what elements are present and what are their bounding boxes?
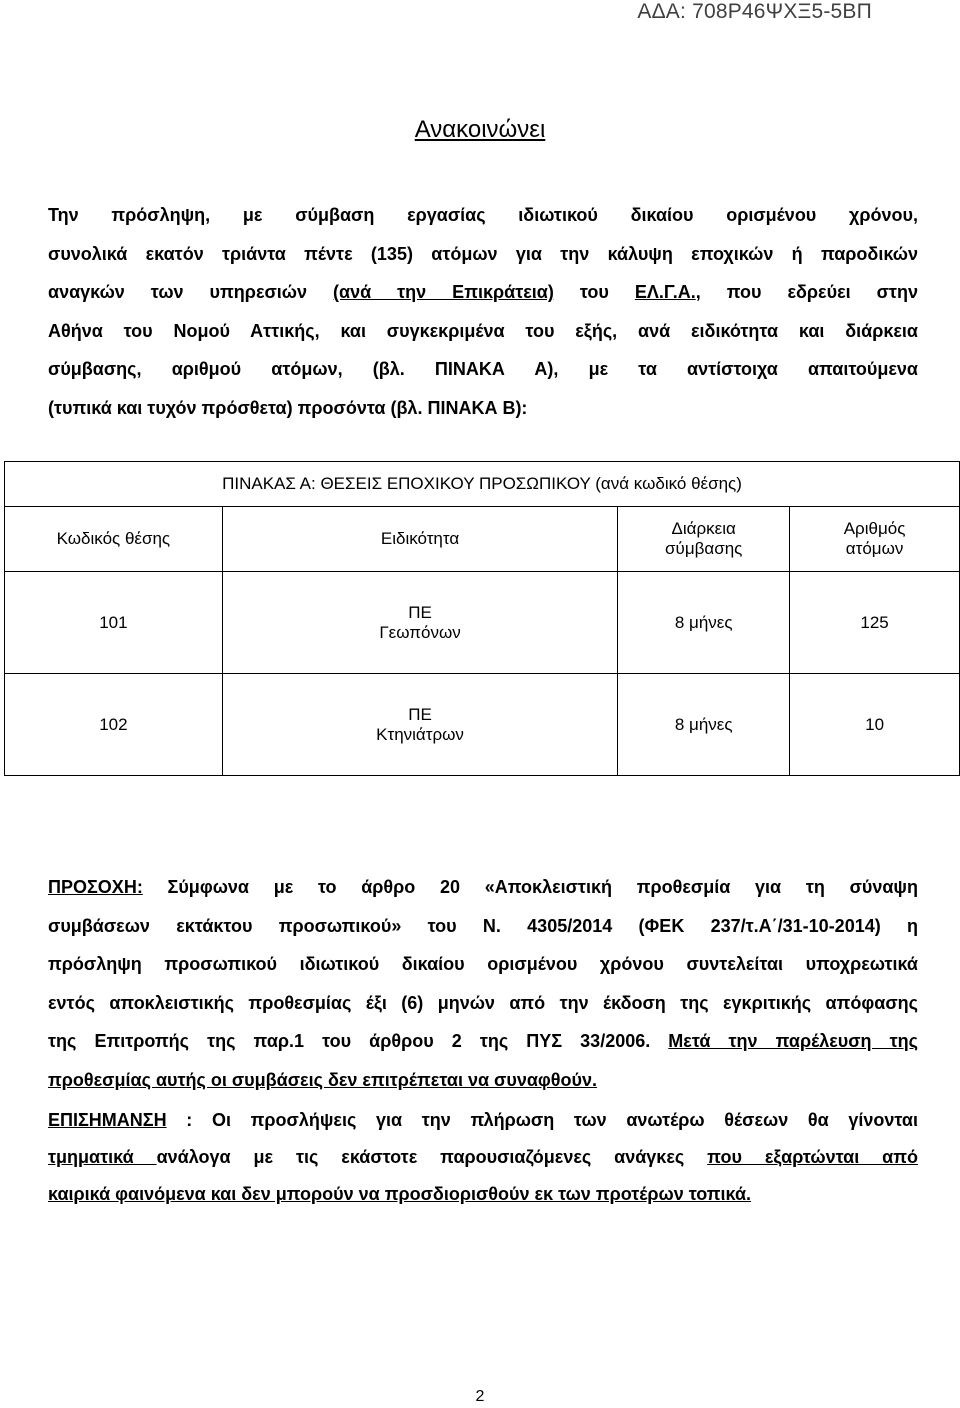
cell-count: 10 <box>790 674 960 776</box>
notice-line-6 <box>48 1061 918 1100</box>
intro-line-6: (τυπικά και τυχόν πρόσθετα) προσόντα (βλ. ΠΙΝΑΚΑ Β): <box>48 397 528 418</box>
table-row <box>5 572 960 674</box>
header-specialty: Ειδικότητα <box>222 507 618 572</box>
intro-line-4: Αθήνα του Νομού Αττικής, και συγκεκριμένα του εξής, ανά ειδικότητα και διάρκεια <box>48 320 918 341</box>
table-row <box>5 674 960 776</box>
table-title-row <box>5 462 960 507</box>
ada-code: ΑΔΑ: 708Ρ46ΨΧΞ5-5ΒΠ <box>637 0 872 23</box>
remark-line-1 <box>48 1102 918 1139</box>
intro-paragraph <box>48 196 918 427</box>
notice-paragraph <box>48 868 918 1099</box>
header-count-line-1: Αριθμός <box>843 519 906 538</box>
intro-text: του <box>553 282 635 302</box>
intro-line-3 <box>48 273 918 312</box>
notice-line-5 <box>48 1022 918 1061</box>
intro-line-1: Την πρόσληψη, με σύμβαση εργασίας ιδιωτικού δικαίου ορισμένου χρόνου, <box>48 205 918 225</box>
header-duration-line-1: Διάρκεια <box>671 519 736 538</box>
notice-line-1 <box>48 868 918 907</box>
notice-line-3: πρόσληψη προσωπικού ιδιωτικού δικαίου ορισμένου χρόνου συντελείται υποχρεωτικά <box>48 954 918 974</box>
cell-specialty <box>222 674 618 776</box>
intro-line-5: σύμβασης, αριθμού ατόμων, (βλ. ΠΙΝΑΚΑ Α), με τα αντίστοιχα απαιτούμενα <box>48 359 918 379</box>
intro-underlined-org: ΕΛ.Γ.Α. <box>634 282 696 302</box>
notice-label: ΠΡΟΣΟΧΗ: <box>48 877 143 897</box>
cell-specialty-line-2: Κτηνιάτρων <box>376 724 464 744</box>
remark-line-2 <box>48 1139 918 1176</box>
positions-table <box>4 461 960 776</box>
cell-specialty-line-1: ΠΕ <box>408 704 432 724</box>
notice-underlined: Μετά την παρέλευση της <box>668 1031 918 1051</box>
intro-text: αναγκών των υπηρεσιών <box>48 282 334 302</box>
header-duration <box>618 507 790 572</box>
remark-label: ΕΠΙΣΗΜΑΝΣΗ <box>48 1110 167 1130</box>
intro-underlined-scope: (ανά την Επικράτεια) <box>333 282 554 302</box>
page-heading: Ανακοινώνει <box>414 116 546 143</box>
cell-count: 125 <box>790 572 960 674</box>
header-duration-line-2: σύμβασης <box>665 539 743 558</box>
cell-specialty <box>222 572 618 674</box>
cell-duration: 8 μήνες <box>618 674 790 776</box>
notice-underlined: προθεσμίας αυτής οι συμβάσεις δεν επιτρέπεται να συναφθούν. <box>48 1069 597 1090</box>
remark-line-3 <box>48 1176 918 1213</box>
remark-underlined: καιρικά φαινόμενα και δεν μπορούν να προσδιορισθούν εκ των προτέρων τοπικά. <box>48 1184 752 1204</box>
remark-text: : Οι προσλήψεις για την πλήρωση των ανωτέρω θέσεων θα γίνονται <box>166 1110 918 1130</box>
intro-line-2: συνολικά εκατόν τριάντα πέντε (135) ατόμων για την κάλυψη εποχικών ή παροδικών <box>48 243 918 264</box>
page-number: 2 <box>475 1388 485 1405</box>
header-count <box>790 507 960 572</box>
cell-code: 102 <box>5 674 223 776</box>
remark-text: ανάλογα με τις εκάστοτε παρουσιαζόμενες ανάγκες <box>156 1147 708 1167</box>
notice-line-2: συμβάσεων εκτάκτου προσωπικού» του Ν. 4305/2014 (ΦΕΚ 237/τ.Α΄/31-10-2014) η <box>48 915 918 936</box>
cell-duration: 8 μήνες <box>618 572 790 674</box>
table-header-row <box>5 507 960 572</box>
remark-paragraph <box>48 1102 918 1213</box>
header-count-line-2: ατόμων <box>845 539 904 558</box>
table-title: ΠΙΝΑΚΑΣ Α: ΘΕΣΕΙΣ ΕΠΟΧΙΚΟΥ ΠΡΟΣΩΠΙΚΟΥ (ανά κωδικό θέσης) <box>5 462 960 507</box>
notice-text: της Επιτροπής της παρ.1 του άρθρου 2 της ΠΥΣ 33/2006. <box>48 1031 669 1051</box>
cell-specialty-line-2: Γεωπόνων <box>379 622 461 642</box>
header-code: Κωδικός θέσης <box>5 507 223 572</box>
cell-specialty-line-1: ΠΕ <box>408 602 432 622</box>
remark-underlined: τμηματικά <box>48 1147 157 1167</box>
notice-line-4: εντός αποκλειστικής προθεσμίας έξι (6) μηνών από την έκδοση της εγκριτικής απόφασης <box>48 992 918 1013</box>
notice-text: Σύμφωνα με το άρθρο 20 «Αποκλειστική προθεσμία για τη σύναψη <box>142 877 918 897</box>
remark-underlined: που εξαρτώνται από <box>707 1147 918 1167</box>
intro-text: , που εδρεύει στην <box>695 282 918 302</box>
cell-code: 101 <box>5 572 223 674</box>
